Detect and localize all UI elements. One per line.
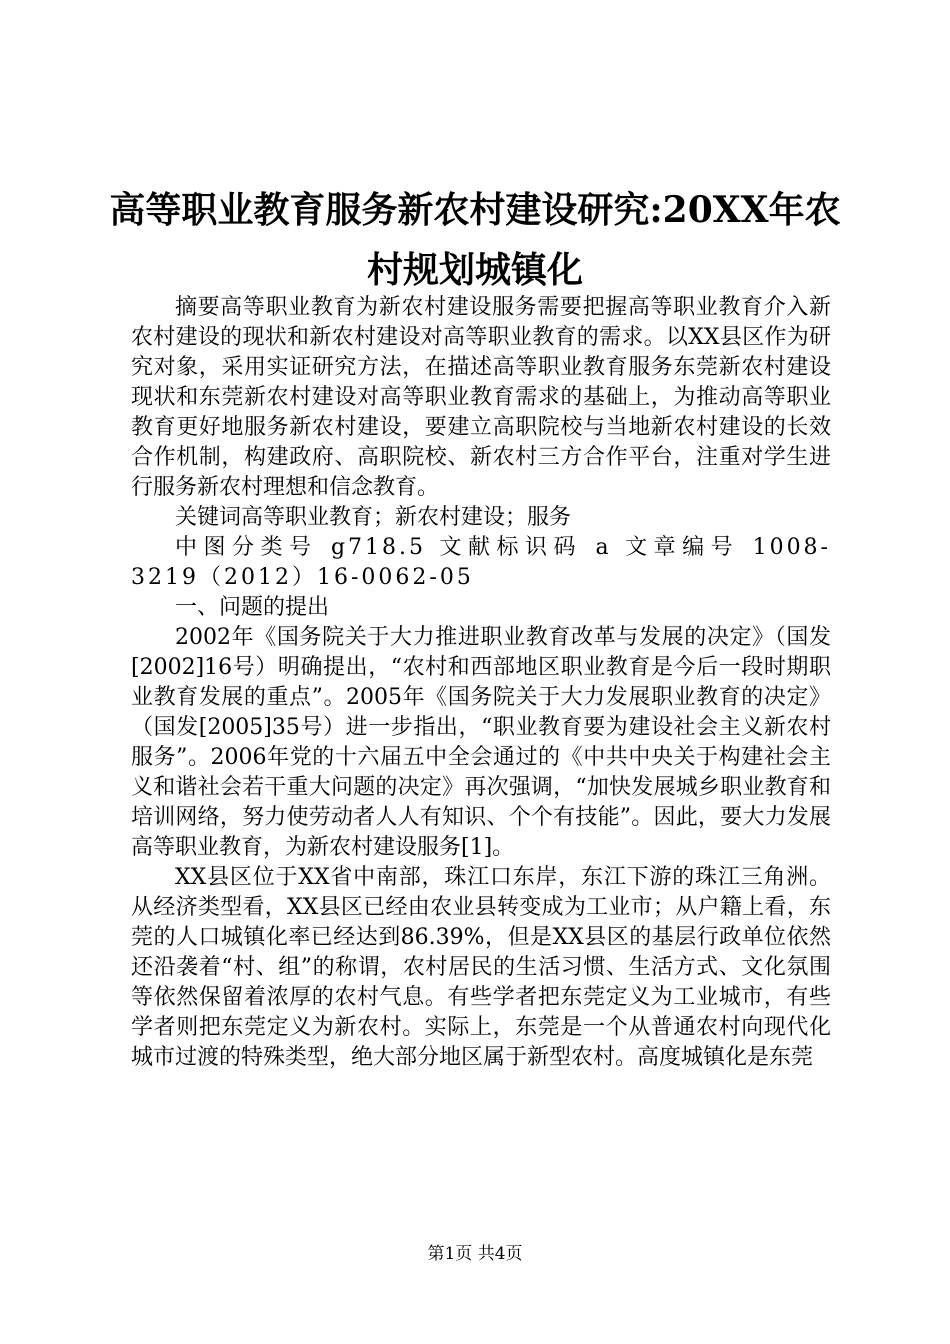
abstract-paragraph: 摘要高等职业教育为新农村建设服务需要把握高等职业教育介入新农村建设的现状和新农村建设对高等职业教育的需求。以XX县区作为研究对象，采用实证研究方法，在描述高等职业教育服务东莞新农村建设现状和东莞新农村建设对高等职业教育需求的基础上，为推动高等职业教育更好地服务新农村建设，要建立高职院校与当地新农村建设的长效合作机制，构建政府、高职院校、新农村三方合作平台，注重对学生进行服务新农村理想和信念教育。 xyxy=(131,295,831,500)
page-footer: 第1页 共4页 xyxy=(427,1244,523,1264)
document-body xyxy=(131,293,831,1073)
document-title-line-2: 村规划城镇化 xyxy=(366,249,583,291)
section-heading: 一、问题的提出 xyxy=(175,595,330,620)
keywords-paragraph: 关键词高等职业教育；新农村建设；服务 xyxy=(175,505,572,530)
classification-paragraph: 中图分类号 g718.5 文献标识码 a 文章编号 1008-3219（2012）16-0062-05 xyxy=(131,535,831,590)
body-paragraph: XX县区位于XX省中南部，珠江口东岸，东江下游的珠江三角洲。从经济类型看，XX县区已经由农业县转变成为工业市；从户籍上看，东莞的人口城镇化率已经达到86.39%，但是XX县区的基层行政单位依然还沿袭着“村、组”的称谓，农村居民的生活习惯、生活方式、文化氛围等依然保留着浓厚的农村气息。有些学者把东莞定义为工业城市，有些学者则把东莞定义为新农村。实际上，东莞是一个从普通农村向现代化城市过渡的特殊类型，绝大部分地区属于新型农村。高度城镇化是东莞 xyxy=(131,865,831,1070)
body-paragraph: 2002年《国务院关于大力推进职业教育改革与发展的决定》（国发[2002]16号）明确提出，“农村和西部地区职业教育是今后一段时期职业教育发展的重点”。2005年《国务院关于大力发展职业教育的决定》（国发[2005]35号）进一步指出，“职业教育要为建设社会主义新农村服务”。2006年党的十六届五中全会通过的《中共中央关于构建社会主义和谐社会若干重大问题的决定》再次强调，“加快发展城乡职业教育和培训网络，努力使劳动者人人有知识、个个有技能”。因此，要大力发展高等职业教育，为新农村建设服务[1]。 xyxy=(131,625,831,860)
document-title-line-1: 高等职业教育服务新农村建设研究:20XX年农 xyxy=(109,189,841,231)
